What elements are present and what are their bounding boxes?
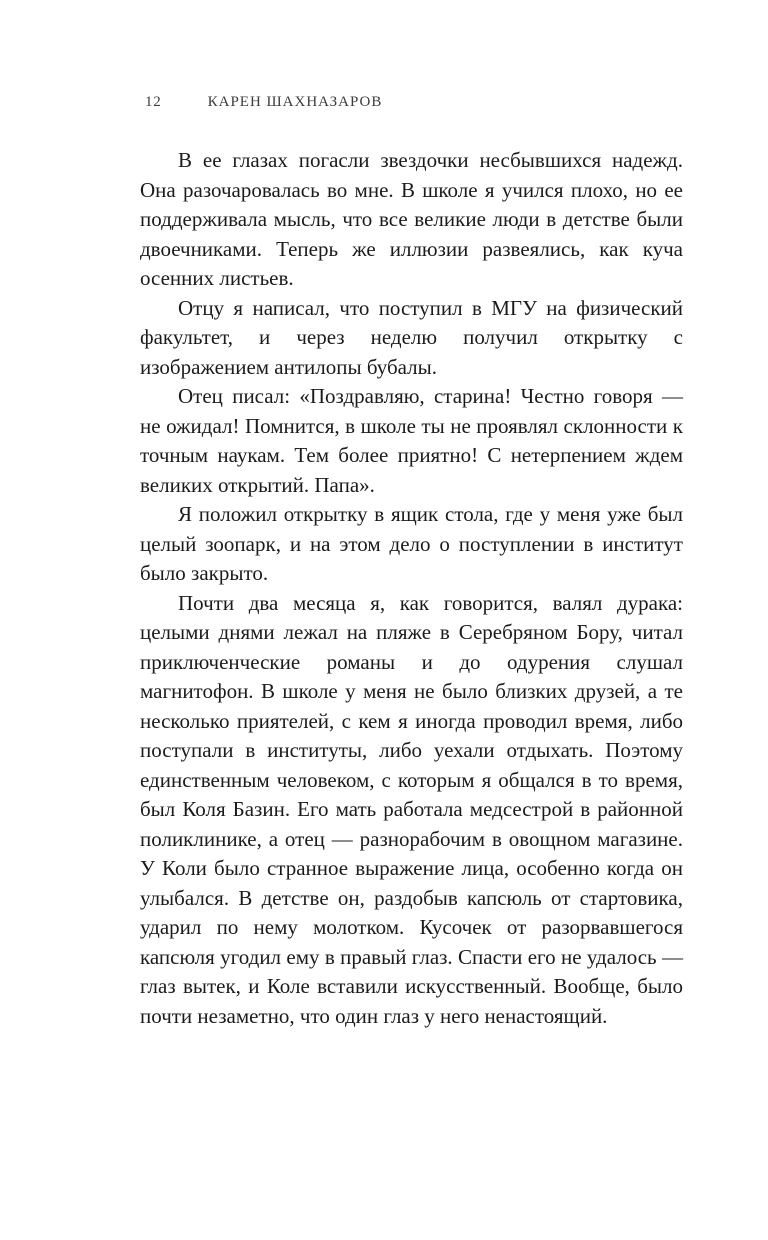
paragraph: Отец писал: «Поздравляю, старина! Честно говоря — не ожидал! Помнится, в школе ты не проявлял склонности к точным наукам. Тем более приятно! С нетерпением ждем великих открытий. Папа». [140, 384, 683, 497]
page-number: 12 [145, 94, 162, 110]
body-text [140, 146, 683, 1031]
paragraph: Отцу я написал, что поступил в МГУ на физический факультет, и через неделю получил открытку с изображением антилопы бубалы. [140, 295, 683, 379]
paragraph: Почти два месяца я, как говорится, валял дурака: целыми днями лежал на пляже в Серебряном Бору, читал приключенческие романы и до одурения слушал магнитофон. В школе у меня не было близких друзей, а те несколько приятелей, с кем я иногда проводил время, либо поступали в институты, либо уехали отдыхать. Поэтому единственным человеком, с которым я общался в то время, был Коля Базин. Его мать работала медсестрой в районной поликлинике, а отец — разнорабочим в овощном магазине. У Коли было странное выражение лица, особенно когда он улыбался. В детстве он, раздобыв капсюль от стартовика, ударил по нему молотком. Кусочек от разорвавшегося капсюля угодил ему в правый глаз. Спасти его не удалось — глаз вытек, и Коле вставили искусственный. Вообще, было почти незаметно, что один глаз у него ненастоящий. [140, 590, 683, 1028]
running-header [145, 94, 685, 111]
paragraph: Я положил открытку в ящик стола, где у меня уже был целый зоопарк, и на этом дело о поступлении в институт было закрыто. [140, 502, 683, 585]
running-header-author: КАРЕН ШАХНАЗАРОВ [207, 94, 383, 110]
paragraph: В ее глазах погасли звездочки несбывшихся надежд. Она разочаровалась во мне. В школе я учился плохо, но ее поддерживала мысль, что все великие люди в детстве были двоечниками. Теперь же иллюзии развеялись, как куча осенних листьев. [140, 148, 683, 290]
